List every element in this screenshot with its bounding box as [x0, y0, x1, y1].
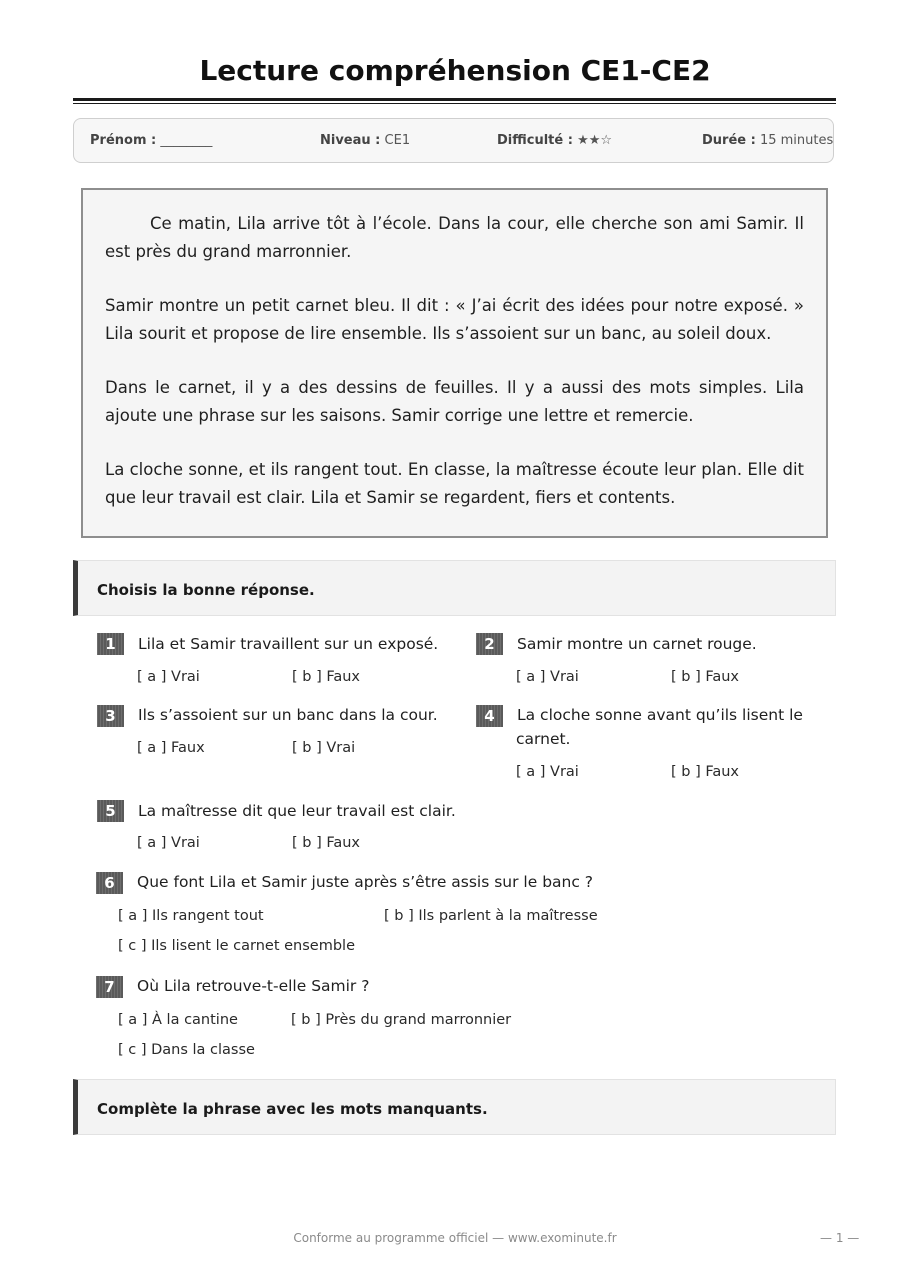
question-number: 6 [96, 872, 123, 894]
option-a[interactable]: [ a ] Vrai [516, 669, 579, 685]
info-difficulte [497, 133, 612, 148]
reading-text-box [81, 188, 828, 538]
question-number: 7 [96, 976, 123, 998]
question-text: Que font Lila et Samir juste après s’être assis sur le banc ? [137, 873, 594, 891]
page-title: Lecture compréhension CE1-CE2 [199, 54, 711, 87]
option-a[interactable]: [ a ] Ils rangent tout [118, 908, 264, 924]
option-a[interactable]: [ a ] Vrai [137, 835, 200, 851]
option-b[interactable]: [ b ] Ils parlent à la maîtresse [384, 908, 598, 924]
duree-value: 15 minutes [759, 133, 834, 148]
question-text: La maîtresse dit que leur travail est clair. [138, 802, 456, 820]
option-a[interactable]: [ a ] Vrai [516, 764, 579, 780]
prenom-value: ________ [160, 133, 213, 148]
info-niveau [320, 133, 410, 148]
question-number: 3 [97, 705, 124, 727]
question-text: La cloche sonne avant qu’ils lisent le carnet. [516, 706, 803, 748]
option-b[interactable]: [ b ] Vrai [292, 740, 356, 756]
question-text: Ils s’assoient sur un banc dans la cour. [138, 706, 438, 724]
option-a[interactable]: [ a ] À la cantine [118, 1012, 238, 1028]
option-a[interactable]: [ a ] Vrai [137, 669, 200, 685]
text-paragraph: Dans le carnet, il y a des dessins de feuilles. Il y a aussi des mots simples. Lila ajoute une phrase sur les saisons. Samir corrige une lettre et remercie. [105, 378, 804, 425]
text-paragraph: La cloche sonne, et ils rangent tout. En classe, la maîtresse écoute leur plan. Elle dit que leur travail est clair. Lila et Samir se regardent, fiers et contents. [105, 460, 804, 507]
question-number: 4 [476, 705, 503, 727]
difficulte-label: Difficulté : [497, 133, 573, 148]
option-c[interactable]: [ c ] Dans la classe [118, 1042, 255, 1058]
section-header-complete: Complète la phrase avec les mots manquants. [73, 1079, 836, 1135]
page-number: — 1 — [820, 1231, 860, 1245]
option-b[interactable]: [ b ] Faux [671, 764, 740, 780]
niveau-label: Niveau : [320, 133, 381, 148]
option-b[interactable]: [ b ] Près du grand marronnier [291, 1012, 512, 1028]
section-header-choix: Choisis la bonne réponse. [73, 560, 836, 616]
option-b[interactable]: [ b ] Faux [671, 669, 740, 685]
niveau-value: CE1 [384, 133, 411, 148]
question-number: 2 [476, 633, 503, 655]
option-b[interactable]: [ b ] Faux [292, 835, 361, 851]
question-text: Lila et Samir travaillent sur un exposé. [138, 635, 439, 653]
duree-label: Durée : [702, 133, 756, 148]
info-prenom [90, 133, 212, 148]
question-text: Samir montre un carnet rouge. [517, 635, 757, 653]
prenom-label: Prénom : [90, 133, 157, 148]
question-number: 1 [97, 633, 124, 655]
text-paragraph: Ce matin, Lila arrive tôt à l’école. Dans la cour, elle cherche son ami Samir. Il est près du grand marronnier. [105, 214, 804, 261]
difficulte-value: ★★☆ [577, 133, 613, 148]
info-box [73, 118, 834, 163]
option-c[interactable]: [ c ] Ils lisent le carnet ensemble [118, 938, 355, 954]
info-duree [702, 133, 833, 148]
title-rule-thin [73, 103, 836, 104]
text-paragraph: Samir montre un petit carnet bleu. Il dit : « J’ai écrit des idées pour notre exposé. » Lila sourit et propose de lire ensemble. Ils s’assoient sur un banc, au soleil doux. [105, 296, 804, 343]
question-text: Où Lila retrouve-t-elle Samir ? [137, 977, 370, 995]
question-number: 5 [97, 800, 124, 822]
footer-text: Conforme au programme officiel — www.exominute.fr [293, 1231, 617, 1245]
option-a[interactable]: [ a ] Faux [137, 740, 205, 756]
option-b[interactable]: [ b ] Faux [292, 669, 361, 685]
title-rule [73, 98, 836, 101]
